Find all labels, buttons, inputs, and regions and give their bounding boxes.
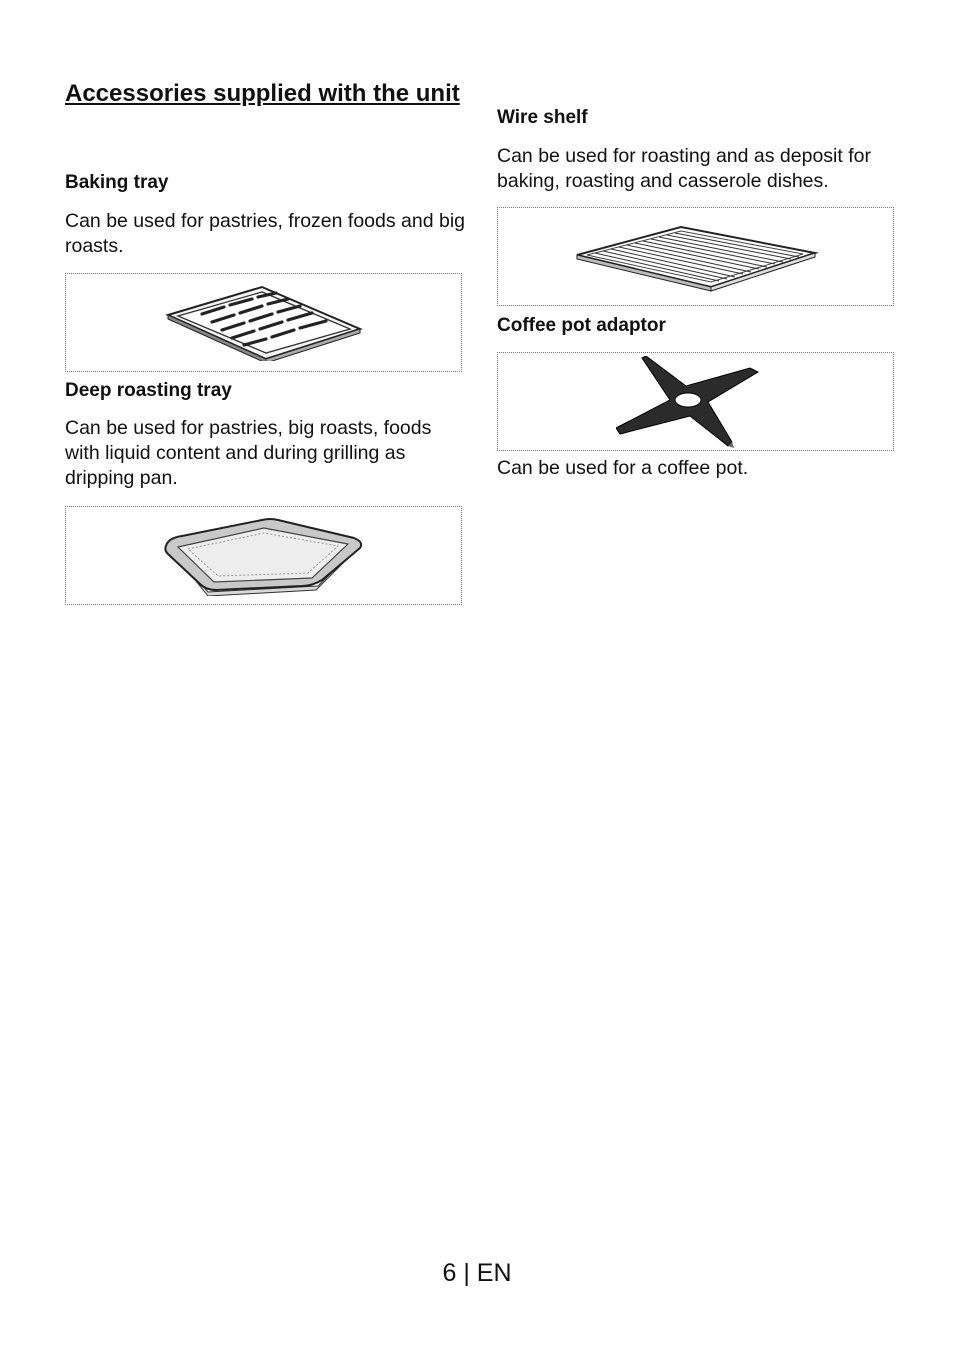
wire-shelf-figure	[497, 207, 894, 306]
deep-roasting-tray-description: Can be used for pastries, big roasts, foods with liquid content and during grilling as dripping pan.	[65, 417, 432, 489]
wire-shelf-illustration	[571, 217, 821, 297]
wire-shelf-heading: Wire shelf	[497, 107, 588, 128]
baking-tray-figure	[65, 273, 462, 372]
coffee-pot-adaptor-heading: Coffee pot adaptor	[497, 315, 666, 336]
deep-roasting-tray-heading: Deep roasting tray	[65, 380, 232, 401]
coffee-pot-adaptor-figure	[497, 352, 894, 451]
deep-roasting-tray-figure	[65, 506, 462, 605]
page-number: 6 | EN	[442, 1259, 512, 1287]
coffee-pot-adaptor-illustration	[616, 356, 776, 448]
baking-tray-illustration	[164, 285, 364, 361]
baking-tray-heading: Baking tray	[65, 172, 169, 193]
section-title: Accessories supplied with the unit	[65, 80, 460, 107]
deep-roasting-tray-illustration	[162, 516, 366, 596]
coffee-pot-adaptor-description: Can be used for a coffee pot.	[497, 457, 749, 479]
wire-shelf-description: Can be used for roasting and as deposit for baking, roasting and casserole dishes.	[497, 145, 871, 192]
baking-tray-description: Can be used for pastries, frozen foods and big roasts.	[65, 210, 465, 257]
